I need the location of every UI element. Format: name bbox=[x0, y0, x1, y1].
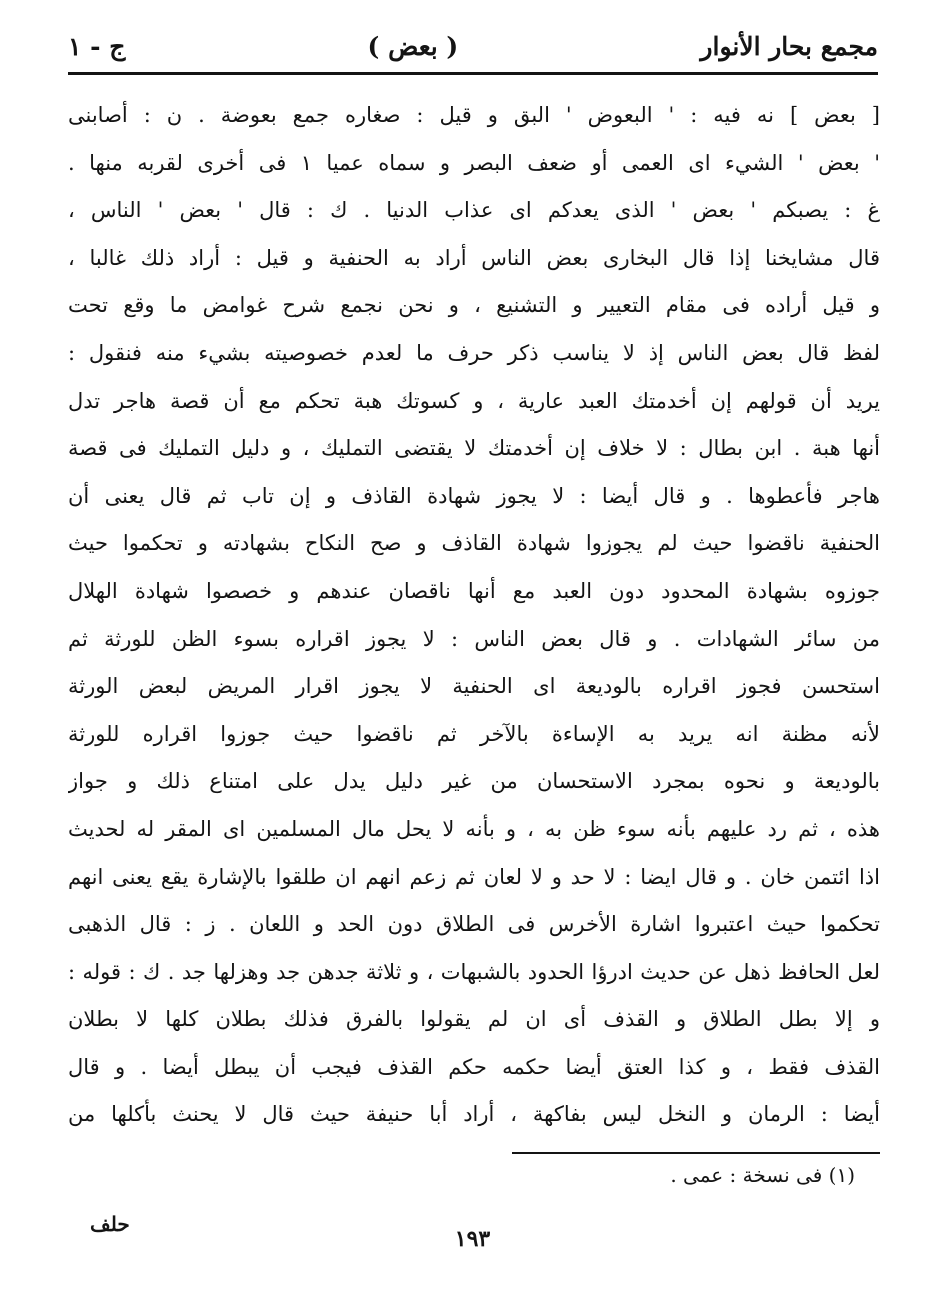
text-line: هذه ، ثم رد عليهم بأنه سوء ظن به ، و بأنه لا يحل مال المسلمين اى المقر له لحديث bbox=[68, 816, 880, 841]
footnote: (١) فى نسخة : عمى . bbox=[670, 1163, 855, 1187]
volume-number: ج - ١ bbox=[68, 31, 126, 61]
text-line: من سائر الشهادات . و قال بعض الناس : لا يجوز اقراره بسوء الظن للورثة ثم bbox=[68, 626, 880, 651]
catchword: حلف bbox=[90, 1212, 130, 1236]
text-line: القذف فقط ، و كذا العتق أيضا حكمه حكم القذف فيجب أن يبطل أيضا . و قال bbox=[68, 1054, 880, 1079]
text-line: لعل الحافظ ذهل عن حديث ادرؤا الحدود بالشبهات ، و ثلاثة جدهن جد وهزلها جد . ك : قوله : bbox=[68, 959, 880, 984]
text-line: بالوديعة و نحوه بمجرد الاستحسان من غير دليل يدل على امتناع ذلك و جواز bbox=[68, 769, 880, 794]
text-line: اذا ائتمن خان . و قال ايضا : لا حد و لا لعان ثم زعم انهم ان طلقوا بالإشارة يقع يعنى انهم bbox=[68, 864, 880, 889]
running-header bbox=[68, 26, 878, 66]
entry-word: ( بعض ) bbox=[367, 31, 459, 61]
text-line: [ بعض ] نه فيه : ' البعوض ' البق و قيل : صغاره جمع بعوضة . ن : أصابنى bbox=[68, 103, 880, 127]
text-line: غ : يصبكم ' بعض ' الذى يعدكم اى عذاب الدنيا . ك : قال ' بعض ' الناس ، bbox=[68, 198, 880, 223]
book-title: مجمع بحار الأنوار bbox=[700, 31, 878, 61]
page-number: ١٩٣ bbox=[454, 1226, 491, 1252]
text-line: ' بعض ' الشيء اى العمى أو ضعف البصر و سماه عميا ١ فى أخرى لقربه منها . bbox=[68, 150, 880, 175]
text-line: لفظ قال بعض الناس إذ لا يناسب ذكر حرف ما لعدم خصوصيته بشيء منه فنقول : bbox=[68, 340, 880, 365]
text-line: جوزوه بشهادة المحدود دون العبد مع أنها ناقصان عندهم و خصصوا شهادة الهلال bbox=[68, 578, 880, 603]
text-line: و إلا بطل الطلاق و القذف أى ان لم يقولوا بالفرق فذلك بطلان كلها لا بطلان bbox=[68, 1007, 880, 1032]
text-line: استحسن فجوز اقراره بالوديعة اى الحنفية لا يجوز اقرار المريض لبعض الورثة bbox=[68, 674, 880, 699]
text-line: الحنفية ناقضوا حيث لم يجوزوا شهادة القاذف و صح النكاح بشهادته و تحكموا حيث bbox=[68, 531, 880, 556]
text-line: و قيل أراده فى مقام التعيير و التشنيع ، و نحن نجمع شرح غوامض ما وقع تحت bbox=[68, 293, 880, 318]
text-line: لأنه مظنة انه يريد به الإساءة بالآخر ثم ناقضوا حيث جوزوا اقراره للورثة bbox=[68, 721, 880, 746]
text-line: هاجر فأعطوها . و قال أيضا : لا يجوز شهادة القاذف و إن تاب ثم قال يعنى أن bbox=[68, 483, 880, 508]
text-line: قال مشايخنا إذا قال البخارى بعض الناس أراد به الحنفية و قيل : أراد ذلك غالبا ، bbox=[68, 245, 880, 270]
text-line: أنها هبة . ابن بطال : لا خلاف إن أخدمتك لا يقتضى التمليك ، و دليل التمليك فى قصة bbox=[68, 436, 880, 461]
body-text bbox=[68, 92, 880, 1139]
footnote-rule bbox=[512, 1152, 880, 1154]
text-line: يريد أن قولهم إن أخدمتك العبد عارية ، و كسوتك هبة تحكم مع أن قصة هاجر تدل bbox=[68, 388, 880, 413]
text-line: أيضا : الرمان و النخل ليس بفاكهة ، أراد أبا حنيفة حيث قال لا يحنث بأكلها من bbox=[68, 1102, 880, 1127]
header-rule bbox=[68, 72, 878, 75]
text-line: تحكموا حيث اعتبروا اشارة الأخرس فى الطلاق دون الحد و اللعان . ز : قال الذهبى bbox=[68, 912, 880, 937]
